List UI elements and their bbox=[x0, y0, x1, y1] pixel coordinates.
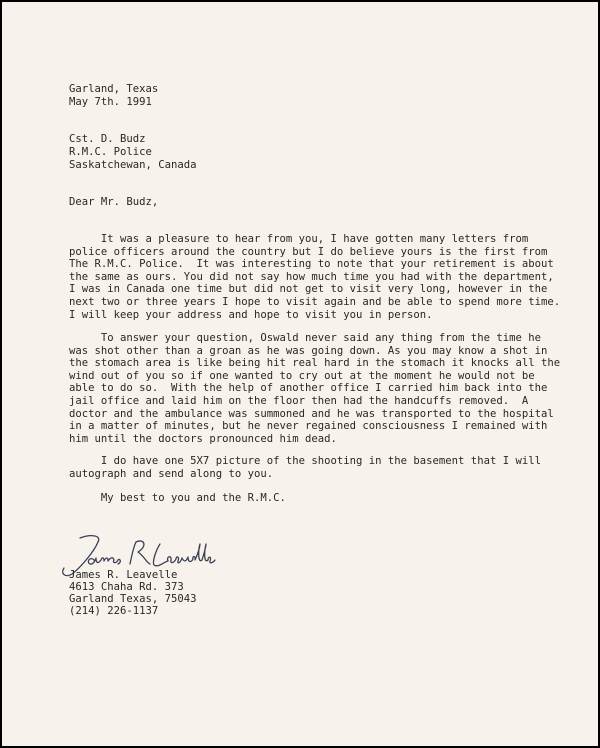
heading-date: May 7th. 1991 bbox=[69, 96, 152, 108]
paragraph-line: To answer your question, Oswald never said any thing from the time he bbox=[69, 332, 541, 344]
paragraph-line: able to do so. With the help of another office I carried him back into the bbox=[69, 382, 548, 395]
paragraph-line: him until the doctors pronounced him dead. bbox=[69, 432, 337, 445]
body-paragraph-1 bbox=[69, 233, 561, 321]
paragraph-line: was shot other than a groan as he was going down. As you may know a shot in bbox=[69, 344, 548, 357]
paragraph-line: autograph and send along to you. bbox=[69, 467, 274, 480]
sender-phone: (214) 226-1137 bbox=[69, 605, 159, 617]
paragraph-line: I do have one 5X7 picture of the shooting in the basement that I will bbox=[69, 455, 541, 467]
sender-name: James R. Leavelle bbox=[69, 569, 178, 581]
paragraph-line: wind out of you so if one wanted to cry out at the moment he would not be bbox=[69, 369, 535, 382]
closing-line: My best to you and the R.M.C. bbox=[69, 492, 286, 504]
paragraph-line: I was in Canada one time but did not get to visit very long, however in the bbox=[69, 283, 548, 296]
paragraph-line: the stomach area is like being hit real hard in the stomach it knocks all the bbox=[69, 357, 561, 370]
paragraph-line: I will keep your address and hope to visit you in person. bbox=[69, 308, 433, 321]
paragraph-line: the same as ours. You did not say how much time you had with the department, bbox=[69, 270, 554, 283]
recipient-location: Saskatchewan, Canada bbox=[69, 159, 197, 171]
recipient-org: R.M.C. Police bbox=[69, 146, 152, 158]
paragraph-line: doctor and the ambulance was summoned and he was transported to the hospital bbox=[69, 407, 554, 420]
salutation: Dear Mr. Budz, bbox=[69, 196, 159, 208]
paragraph-line: police officers around the country but I do believe yours is the first from bbox=[69, 245, 548, 258]
sender-city: Garland Texas, 75043 bbox=[69, 593, 197, 605]
recipient-name: Cst. D. Budz bbox=[69, 133, 146, 145]
heading-place: Garland, Texas bbox=[69, 83, 159, 95]
body-paragraph-3 bbox=[69, 455, 539, 480]
paragraph-line: It was a pleasure to hear from you, I have gotten many letters from bbox=[69, 233, 529, 245]
letter-page bbox=[2, 2, 598, 746]
paragraph-line: The R.M.C. Police. It was interesting to note that your retirement is about bbox=[69, 258, 554, 271]
paragraph-line: in a matter of minutes, but he never regained consciousness I remained with bbox=[69, 420, 548, 433]
body-paragraph-2 bbox=[69, 332, 561, 445]
sender-street: 4613 Chaha Rd. 373 bbox=[69, 581, 184, 593]
paragraph-line: next two or three years I hope to visit again and be able to spend more time. bbox=[69, 295, 561, 308]
paragraph-line: jail office and laid him on the floor then had the handcuffs removed. A bbox=[69, 394, 529, 407]
